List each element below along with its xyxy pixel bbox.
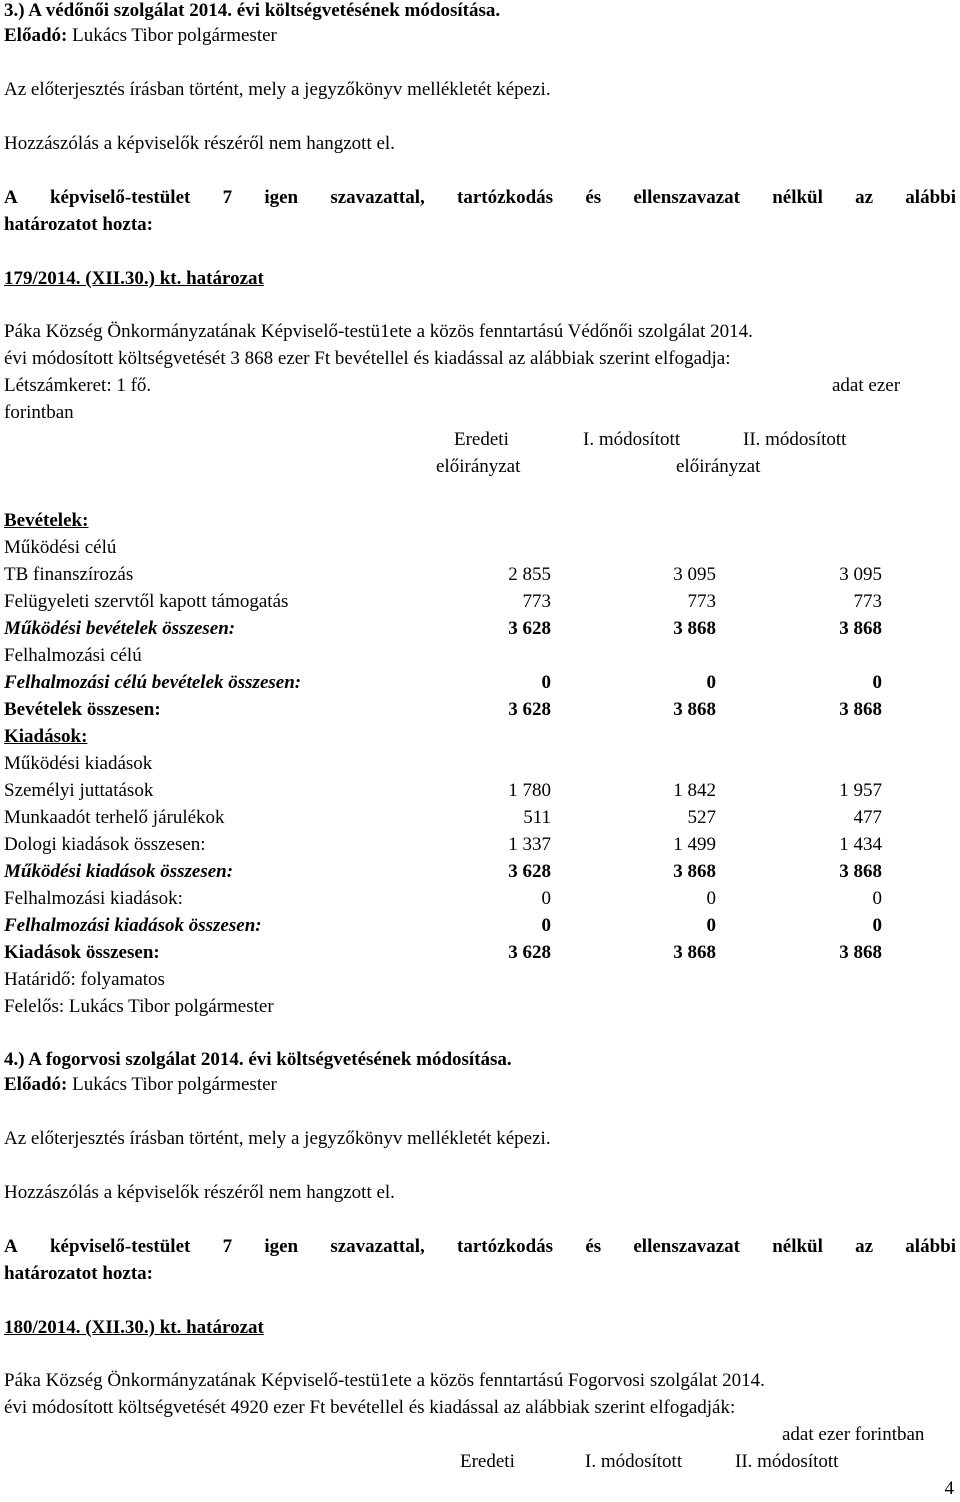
section-4-presenter: [4, 1074, 277, 1096]
presenter-label: Előadó:: [4, 25, 68, 46]
section-3-heading: 3.) A védőnői szolgálat 2014. évi költségvetésének módosítása.: [4, 0, 501, 21]
table-row-label: Felhalmozási kiadások összesen:: [4, 915, 262, 936]
vote-word: szavazattal,: [330, 1236, 425, 1257]
section-3-unit-a: adat ezer: [832, 375, 901, 396]
table-row-label: Működési kiadások összesen:: [4, 861, 234, 882]
vote-word: 7: [222, 1236, 233, 1257]
section-3-vote-line-2: határozatot hozta:: [4, 214, 153, 235]
table-row-label: Felhalmozási kiadások:: [4, 888, 183, 909]
section-4-unit: adat ezer forintban: [782, 1424, 925, 1445]
table-row-label: Személyi juttatások: [4, 780, 154, 801]
vote-word: alábbi: [905, 187, 956, 208]
table-cell-value: 3 628: [508, 942, 551, 963]
table-cell-value: 3 868: [839, 942, 882, 963]
table-cell-value: 3 095: [839, 564, 882, 585]
table-cell-value: 0: [872, 672, 882, 693]
table-cell-value: 0: [541, 672, 551, 693]
vote-word: ellenszavazat: [633, 187, 740, 208]
table-row-label: Működési célú: [4, 537, 117, 558]
section-4-submission: Az előterjesztés írásban történt, mely a jegyzőkönyv mellékletét képezi.: [4, 1128, 551, 1149]
section-3-comments: Hozzászólás a képviselők részéről nem hangzott el.: [4, 133, 395, 154]
table-row-label: Határidő: folyamatos: [4, 969, 165, 990]
table-row-label: Bevételek összesen:: [4, 699, 161, 720]
table-cell-value: 3 868: [839, 618, 882, 639]
table-cell-value: 773: [687, 591, 716, 612]
col-header-original: Eredeti: [454, 429, 509, 450]
section-3-body-line-2: évi módosított költségvetését 3 868 ezer Ft bevétellel és kiadással az alábbiak szerint elfogadja:: [4, 348, 731, 369]
col-header-mod-1: I. módosított: [583, 429, 681, 450]
col-header-original-sub: előirányzat: [436, 456, 521, 477]
section-3-unit-b: forintban: [4, 402, 74, 423]
s4-col-header-mod-1: I. módosított: [585, 1451, 683, 1472]
section-3-vote-line: [4, 187, 956, 209]
section-4-comments: Hozzászólás a képviselők részéről nem hangzott el.: [4, 1182, 395, 1203]
table-cell-value: 2 855: [508, 564, 551, 585]
table-cell-value: 3 628: [508, 861, 551, 882]
table-cell-value: 3 628: [508, 699, 551, 720]
s4-col-header-original: Eredeti: [460, 1451, 515, 1472]
table-cell-value: 3 868: [673, 699, 716, 720]
col-header-mod-2: II. módosított: [743, 429, 847, 450]
vote-word: tartózkodás: [457, 187, 554, 208]
col-header-mod-2-sub: előirányzat: [676, 456, 761, 477]
table-row-label: Bevételek:: [4, 510, 89, 531]
table-row-label: Kiadások összesen:: [4, 942, 160, 963]
vote-word: szavazattal,: [330, 187, 425, 208]
table-row-label: Felhalmozási célú: [4, 645, 142, 666]
vote-word: A: [4, 1236, 18, 1257]
vote-word: alábbi: [905, 1236, 956, 1257]
table-cell-value: 3 868: [839, 699, 882, 720]
table-cell-value: 3 868: [673, 861, 716, 882]
vote-word: nélkül: [772, 1236, 823, 1257]
section-3-body-line-1: Páka Község Önkormányzatának Képviselő-testü1ete a közös fenntartású Védőnői szolgálat 2014.: [4, 321, 753, 342]
vote-word: és: [585, 1236, 602, 1257]
section-4-vote-line: [4, 1236, 956, 1258]
table-cell-value: 511: [523, 807, 551, 828]
page-number: 4: [944, 1478, 954, 1499]
table-row-label: Felhalmozási célú bevételek összesen:: [4, 672, 302, 693]
vote-word: ellenszavazat: [633, 1236, 740, 1257]
table-cell-value: 1 337: [508, 834, 551, 855]
table-cell-value: 0: [872, 915, 882, 936]
vote-word: az: [855, 1236, 874, 1257]
table-cell-value: 3 628: [508, 618, 551, 639]
table-cell-value: 477: [853, 807, 882, 828]
table-cell-value: 0: [541, 888, 551, 909]
table-cell-value: 0: [706, 888, 716, 909]
table-cell-value: 0: [706, 672, 716, 693]
section-4-heading: 4.) A fogorvosi szolgálat 2014. évi költségvetésének módosítása.: [4, 1049, 512, 1070]
presenter-label: Előadó:: [4, 1074, 68, 1095]
table-row-label: Munkaadót terhelő járulékok: [4, 807, 225, 828]
table-cell-value: 0: [541, 915, 551, 936]
table-row-label: Működési kiadások: [4, 753, 153, 774]
vote-word: az: [855, 187, 874, 208]
table-cell-value: 1 842: [673, 780, 716, 801]
table-cell-value: 0: [706, 915, 716, 936]
table-cell-value: 1 780: [508, 780, 551, 801]
table-cell-value: 1 499: [673, 834, 716, 855]
vote-word: és: [585, 187, 602, 208]
vote-word: igen: [264, 187, 299, 208]
table-row-label: Dologi kiadások összesen:: [4, 834, 206, 855]
table-cell-value: 1 957: [839, 780, 882, 801]
vote-word: 7: [222, 187, 233, 208]
vote-word: tartózkodás: [457, 1236, 554, 1257]
table-cell-value: 773: [522, 591, 551, 612]
table-row-label: Felelős: Lukács Tibor polgármester: [4, 996, 274, 1017]
section-3-resolution-number: 179/2014. (XII.30.) kt. határozat: [4, 268, 264, 289]
table-cell-value: 773: [853, 591, 882, 612]
table-cell-value: 3 095: [673, 564, 716, 585]
section-4-resolution-number: 180/2014. (XII.30.) kt. határozat: [4, 1317, 264, 1338]
section-3-presenter: [4, 25, 277, 47]
vote-word: A: [4, 187, 18, 208]
presenter-name: Lukács Tibor polgármester: [67, 1074, 277, 1095]
section-3-staff-limit: Létszámkeret: 1 fő.: [4, 375, 152, 396]
vote-word: igen: [264, 1236, 299, 1257]
s4-col-header-mod-2: II. módosított: [735, 1451, 839, 1472]
presenter-name: Lukács Tibor polgármester: [67, 25, 277, 46]
table-cell-value: 3 868: [839, 861, 882, 882]
table-cell-value: 0: [872, 888, 882, 909]
section-4-vote-line-2: határozatot hozta:: [4, 1263, 153, 1284]
section-4-body-line-2: évi módosított költségvetését 4920 ezer Ft bevétellel és kiadással az alábbiak szerint elfogadják:: [4, 1397, 736, 1418]
vote-word: képviselő-testület: [49, 1236, 191, 1257]
section-3-submission: Az előterjesztés írásban történt, mely a jegyzőkönyv mellékletét képezi.: [4, 79, 551, 100]
section-4-body-line-1: Páka Község Önkormányzatának Képviselő-testü1ete a közös fenntartású Fogorvosi szolgálat 2014.: [4, 1370, 765, 1391]
table-cell-value: 3 868: [673, 942, 716, 963]
table-cell-value: 3 868: [673, 618, 716, 639]
vote-word: képviselő-testület: [49, 187, 191, 208]
table-cell-value: 527: [687, 807, 716, 828]
table-row-label: Felügyeleti szervtől kapott támogatás: [4, 591, 289, 612]
table-row-label: Működési bevételek összesen:: [4, 618, 236, 639]
table-row-label: Kiadások:: [4, 726, 88, 747]
table-row-label: TB finanszírozás: [4, 564, 134, 585]
table-cell-value: 1 434: [839, 834, 882, 855]
vote-word: nélkül: [772, 187, 823, 208]
